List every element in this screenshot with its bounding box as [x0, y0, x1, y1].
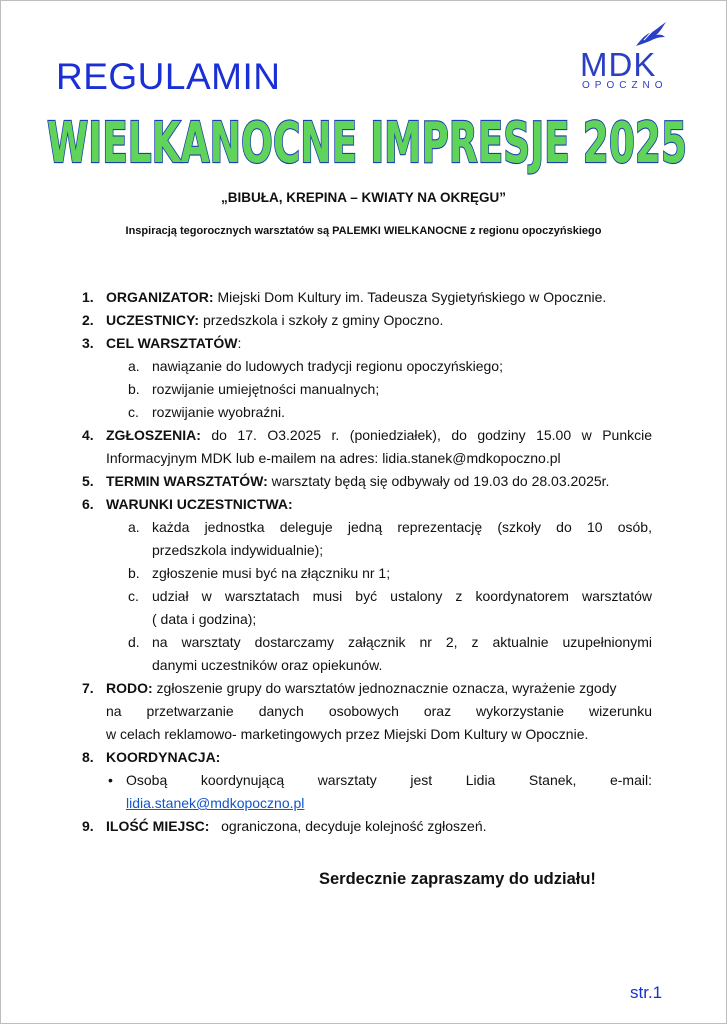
rule-text: ograniczona, decyduje kolejność zgłoszeń.: [209, 818, 487, 834]
goal-item: [128, 401, 652, 424]
rule-number: 9.: [82, 818, 94, 834]
closing-invitation: Serdecznie zapraszamy do udziału!: [319, 870, 596, 888]
item-letter: c.: [128, 404, 139, 420]
item-text: rozwijanie wyobraźni.: [152, 404, 286, 420]
rule-label: ZGŁOSZENIA:: [106, 427, 201, 443]
item-letter: c.: [128, 588, 139, 604]
coordinator-item: [106, 769, 652, 815]
rule-dates: [82, 470, 652, 493]
rule-number: 6.: [82, 496, 94, 512]
item-letter: d.: [128, 634, 140, 650]
coordinator-email-link[interactable]: lidia.stanek@mdkopoczno.pl: [126, 795, 305, 811]
item-text: każda jednostka deleguje jedną reprezentację (szkoły do 10 osób,: [152, 519, 652, 535]
item-letter: b.: [128, 565, 140, 581]
pegasus-icon: [634, 20, 668, 48]
item-letter: a.: [128, 519, 140, 535]
rule-text: zgłoszenie grupy do warsztatów jednoznacznie oznacza, wyrażenie zgody: [152, 680, 617, 696]
mdk-logo: [576, 20, 676, 95]
rules-list: [82, 286, 652, 838]
item-text: danymi uczestników oraz opiekunów.: [152, 657, 383, 673]
rule-places: [82, 815, 652, 838]
rule-participants: [82, 309, 652, 332]
rule-label: RODO:: [106, 680, 153, 696]
rule-label: WARUNKI UCZESTNICTWA:: [106, 496, 293, 512]
rule-number: 8.: [82, 749, 94, 765]
rule-colon: :: [237, 335, 242, 351]
rule-rodo: [82, 677, 652, 746]
item-text: udział w warsztatach musi być ustalony z koordynatorem warsztatów: [152, 588, 652, 604]
rule-organizer: [82, 286, 652, 309]
logo-town: OPOCZNO: [582, 80, 668, 91]
condition-item: [128, 516, 652, 562]
bullet-icon: •: [108, 772, 113, 788]
rule-text: w celach reklamowo- marketingowych przez Miejski Dom Kultury w Opocznie.: [106, 726, 589, 742]
rule-text: przedszkola i szkoły z gminy Opoczno.: [199, 312, 444, 328]
rule-number: 2.: [82, 312, 94, 328]
page-number: str.1: [630, 983, 663, 1002]
rule-text: Informacyjnym MDK lub e-mailem na adres: lidia.stanek@mdkopoczno.pl: [106, 450, 561, 466]
rule-number: 3.: [82, 335, 94, 351]
goal-item: [128, 378, 652, 401]
inspiration-text: Inspiracją tegorocznych warsztatów są PALEMKI WIELKANOCNE z regionu opoczyńskiego: [125, 225, 602, 237]
item-text: rozwijanie umiejętności manualnych;: [152, 381, 380, 397]
item-text: nawiązanie do ludowych tradycji regionu opoczyńskiego;: [152, 358, 503, 374]
rule-number: 4.: [82, 427, 94, 443]
rule-text: na przetwarzanie danych osobowych oraz wykorzystanie wizerunku: [106, 703, 652, 719]
rule-label: UCZESTNICY:: [106, 312, 200, 328]
goal-item: [128, 355, 652, 378]
main-title-text: WIELKANOCNE IMPRESJE 2025: [47, 111, 687, 176]
item-text: na warsztaty dostarczamy załącznik nr 2, z aktualnie uzupełnionymi: [152, 634, 652, 650]
rule-number: 5.: [82, 473, 94, 489]
rule-label: KOORDYNACJA:: [106, 749, 221, 765]
rule-text: Miejski Dom Kultury im. Tadeusza Sygietyńskiego w Opocznie.: [213, 289, 607, 305]
regulamin-heading: REGULAMIN: [56, 56, 281, 97]
logo-text: MDK: [580, 46, 657, 83]
rule-label: ILOŚĆ MIEJSC:: [106, 818, 210, 834]
rule-label: CEL WARSZTATÓW: [106, 335, 238, 351]
rule-text: do 17. O3.2025 r. (poniedziałek), do godziny 15.00 w Punkcie: [200, 427, 652, 443]
rule-number: 7.: [82, 680, 94, 696]
rule-text: warsztaty będą się odbywały od 19.03 do 28.03.2025r.: [267, 473, 610, 489]
rule-label: ORGANIZATOR:: [106, 289, 214, 305]
rule-goals: [82, 332, 652, 355]
coordinator-text: Osobą koordynującą warsztaty jest Lidia Stanek, e-mail:: [126, 772, 652, 788]
condition-item: [128, 562, 652, 585]
item-text: ( data i godzina);: [152, 611, 257, 627]
item-text: zgłoszenie musi być na złączniku nr 1;: [152, 565, 391, 581]
condition-item: [128, 631, 652, 677]
rule-applications: [82, 424, 652, 470]
condition-item: [128, 585, 652, 631]
workshop-subtitle: „BIBUŁA, KREPINA – KWIATY NA OKRĘGU”: [220, 190, 506, 205]
rule-coordination: [82, 746, 652, 769]
item-letter: b.: [128, 381, 140, 397]
main-title: [42, 104, 692, 179]
rule-conditions: [82, 493, 652, 516]
rule-number: 1.: [82, 289, 94, 305]
rule-label: TERMIN WARSZTATÓW:: [106, 473, 268, 489]
item-letter: a.: [128, 358, 140, 374]
item-text: przedszkola indywidualnie);: [152, 542, 324, 558]
